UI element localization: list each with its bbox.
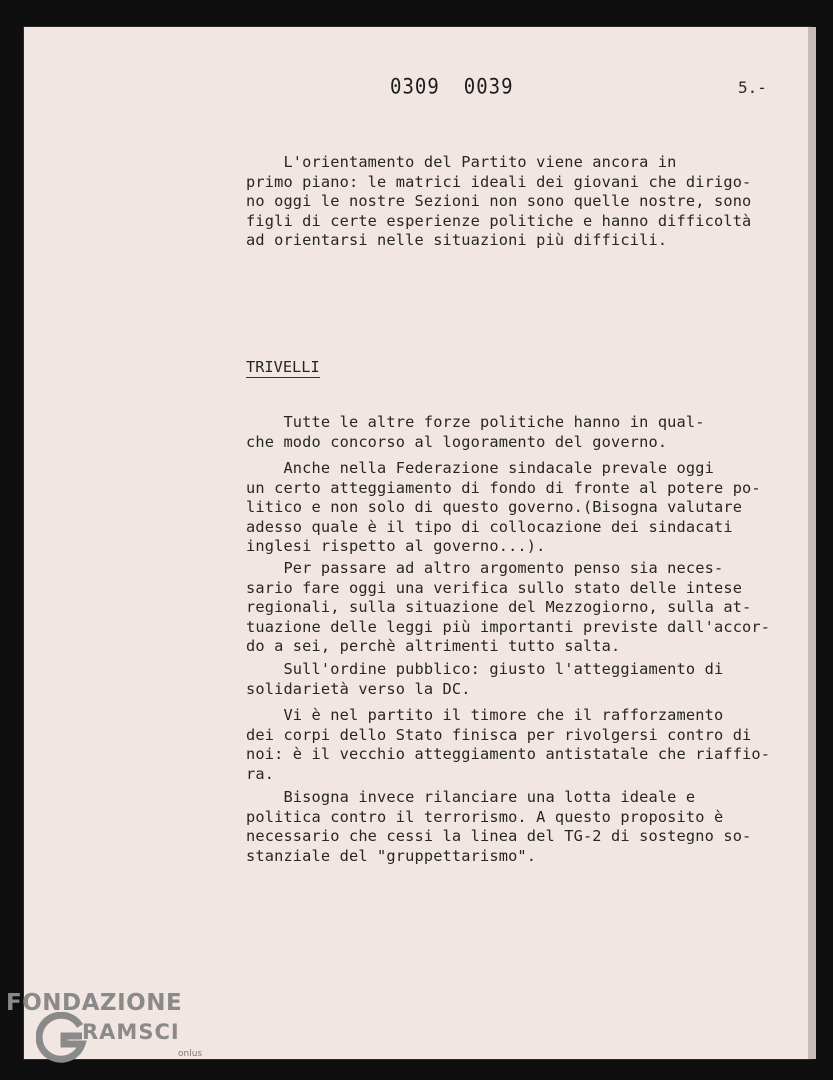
page-number: 5.- — [738, 78, 767, 97]
page-edge — [808, 27, 816, 1059]
paragraph-1: L'orientamento del Partito viene ancora in primo piano: le matrici ideali dei giovani che dirigo- no oggi le nostre Sezioni non sono quelle nostre, sono figli di certe esperienze politiche e hanno difficoltà ad orientarsi nelle situazioni più difficili. — [246, 153, 752, 249]
paragraph-7: Bisogna invece rilanciare una lotta ideale e politica contro il terrorismo. A questo proposito è necessario che cessi la linea del TG-2 di sostegno so- stanziale del "gruppettarismo". — [246, 788, 752, 865]
paragraph-3: Anche nella Federazione sindacale prevale oggi un certo atteggiamento di fondo di fronte al potere po- litico e non solo di questo governo.(Bisogna valutare adesso quale è il tipo di collocazione dei sindacati inglesi rispetto al governo...). — [246, 459, 761, 555]
paragraph-4: Per passare ad altro argomento penso sia neces- sario fare oggi una verifica sullo stato delle intese regionali, sulla situazione del Mezzogiorno, sulla at- tuazione delle leggi più importanti previste dall'accor- do a sei, perchè altrimenti tutto salta. — [246, 559, 771, 655]
speaker-heading: TRIVELLI — [246, 358, 320, 376]
folio-left: 0309 — [390, 74, 440, 100]
folio-right: 0039 — [463, 74, 514, 100]
paragraph-2: Tutte le altre forze politiche hanno in qual- che modo concorso al logoramento del governo. — [246, 413, 705, 451]
gramsci-g-icon — [36, 1012, 88, 1064]
folio-number — [390, 75, 538, 100]
paragraph-6: Vi è nel partito il timore che il rafforzamento dei corpi dello Stato finisca per rivolgersi contro di noi: è il vecchio atteggiamento antistatale che riaffio- ra. — [246, 706, 771, 783]
paragraph-5: Sull'ordine pubblico: giusto l'atteggiamento di solidarietà verso la DC. — [246, 660, 724, 698]
watermark-line2: RAMSCI — [82, 1020, 180, 1044]
fondazione-gramsci-watermark — [6, 990, 206, 1072]
watermark-line1: FONDAZIONE — [6, 990, 183, 1016]
watermark-suffix: onlus — [178, 1049, 203, 1059]
